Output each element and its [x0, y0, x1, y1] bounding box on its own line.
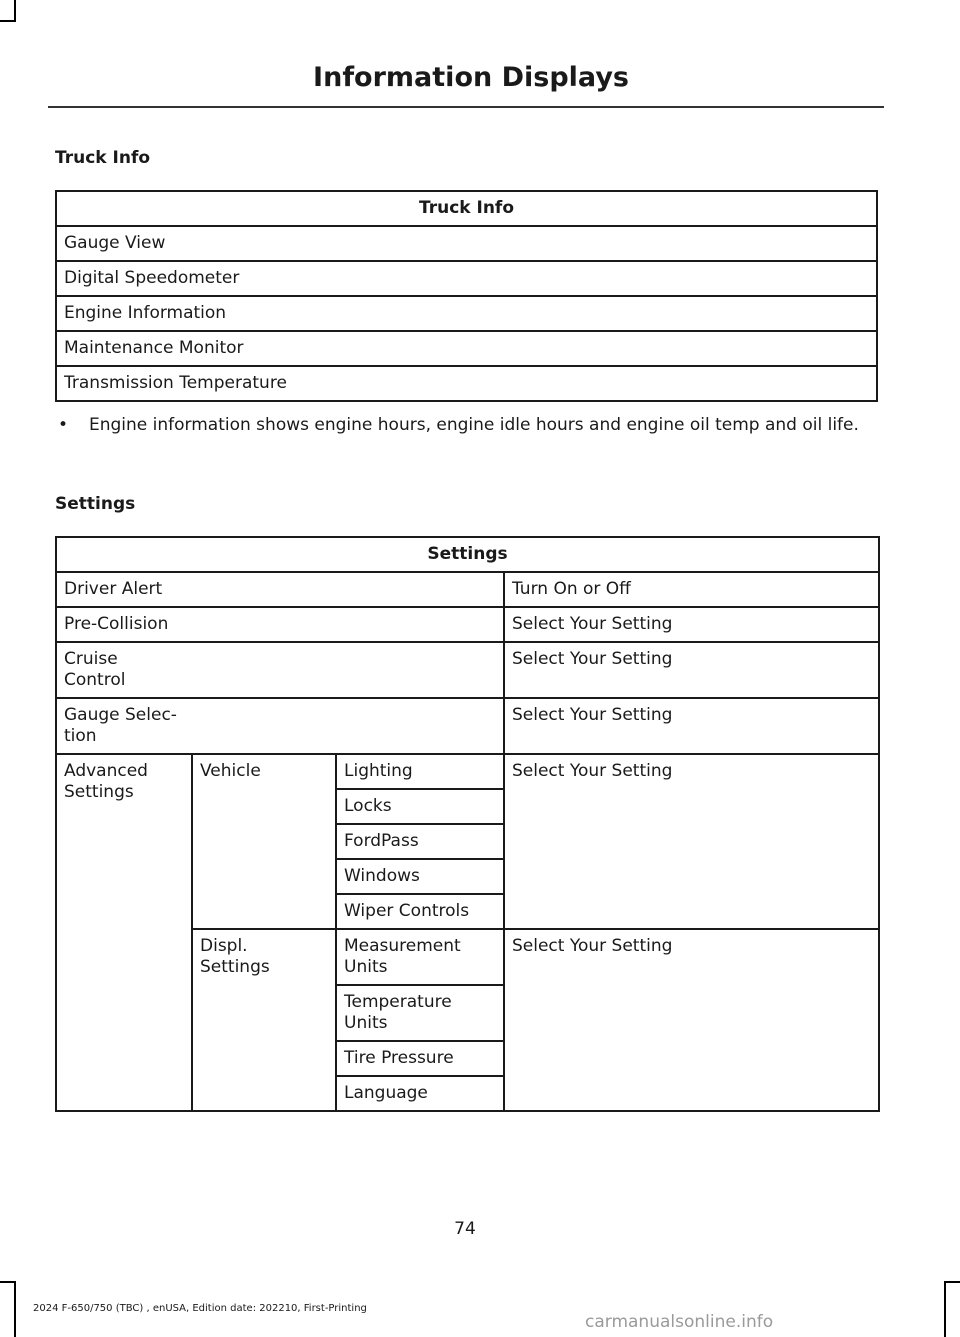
- page-title: [48, 62, 884, 93]
- gauge-selection-line: tion: [64, 726, 97, 746]
- header-divider: [48, 106, 884, 108]
- gauge-selection-cell: [56, 698, 504, 754]
- vehicle-cell: Vehicle: [192, 754, 336, 929]
- temperature-units-line: Temperature: [344, 992, 452, 1012]
- edition-footer: 2024 F-650/750 (TBC) , enUSA, Edition date: 202210, First-Printing: [33, 1303, 367, 1314]
- cruise-control-cell: [56, 642, 504, 698]
- page-title-text: Information Displays: [313, 62, 629, 93]
- gauge-selection-value: Select Your Setting: [504, 698, 879, 754]
- gauge-selection-line: Gauge Selec-: [64, 705, 177, 725]
- advanced-settings-line: Advanced: [64, 761, 148, 781]
- bullet-marker: •: [58, 415, 69, 435]
- vehicle-value: Select Your Setting: [504, 754, 879, 929]
- table-row: Transmission Temperature: [56, 366, 877, 401]
- pre-collision-cell: Pre-Collision: [56, 607, 504, 642]
- display-item: [336, 985, 504, 1041]
- engine-info-note: [55, 414, 878, 436]
- cruise-control-line: Cruise: [64, 649, 118, 669]
- display-item: [336, 929, 504, 985]
- driver-alert-cell: Driver Alert: [56, 572, 504, 607]
- display-item: Language: [336, 1076, 504, 1111]
- display-settings-cell: [192, 929, 336, 1111]
- vehicle-item: Lighting: [336, 754, 504, 789]
- table-row: Digital Speedometer: [56, 261, 877, 296]
- vehicle-item: Wiper Controls: [336, 894, 504, 929]
- advanced-settings-line: Settings: [64, 782, 134, 802]
- display-settings-line: Displ.: [200, 936, 248, 956]
- crop-mark: [944, 1281, 946, 1337]
- pre-collision-value: Select Your Setting: [504, 607, 879, 642]
- table-row: Maintenance Monitor: [56, 331, 877, 366]
- truck-info-table: [55, 190, 878, 402]
- settings-table-header: Settings: [56, 537, 879, 572]
- settings-heading: Settings: [55, 494, 136, 514]
- crop-mark: [944, 1281, 960, 1283]
- settings-table: [55, 536, 880, 1112]
- vehicle-item: Locks: [336, 789, 504, 824]
- measurement-units-line: Units: [344, 957, 388, 977]
- watermark: carmanualsonline.info: [585, 1312, 774, 1332]
- display-settings-value: Select Your Setting: [504, 929, 879, 1111]
- cruise-control-value: Select Your Setting: [504, 642, 879, 698]
- crop-mark: [14, 1281, 16, 1337]
- truck-info-table-header: Truck Info: [56, 191, 877, 226]
- crop-mark: [0, 20, 16, 22]
- display-settings-line: Settings: [200, 957, 270, 977]
- temperature-units-line: Units: [344, 1013, 388, 1033]
- crop-mark: [14, 0, 16, 22]
- measurement-units-line: Measurement: [344, 936, 461, 956]
- vehicle-item: Windows: [336, 859, 504, 894]
- page-number: 74: [454, 1219, 476, 1239]
- cruise-control-line: Control: [64, 670, 126, 690]
- display-item: Tire Pressure: [336, 1041, 504, 1076]
- table-row: Engine Information: [56, 296, 877, 331]
- truck-info-heading: Truck Info: [55, 148, 151, 168]
- driver-alert-value: Turn On or Off: [504, 572, 879, 607]
- crop-mark: [0, 1281, 16, 1283]
- table-row: Gauge View: [56, 226, 877, 261]
- engine-info-note-text: Engine information shows engine hours, engine idle hours and engine oil temp and oil life.: [89, 415, 859, 435]
- vehicle-item: FordPass: [336, 824, 504, 859]
- advanced-settings-cell: [56, 754, 192, 1111]
